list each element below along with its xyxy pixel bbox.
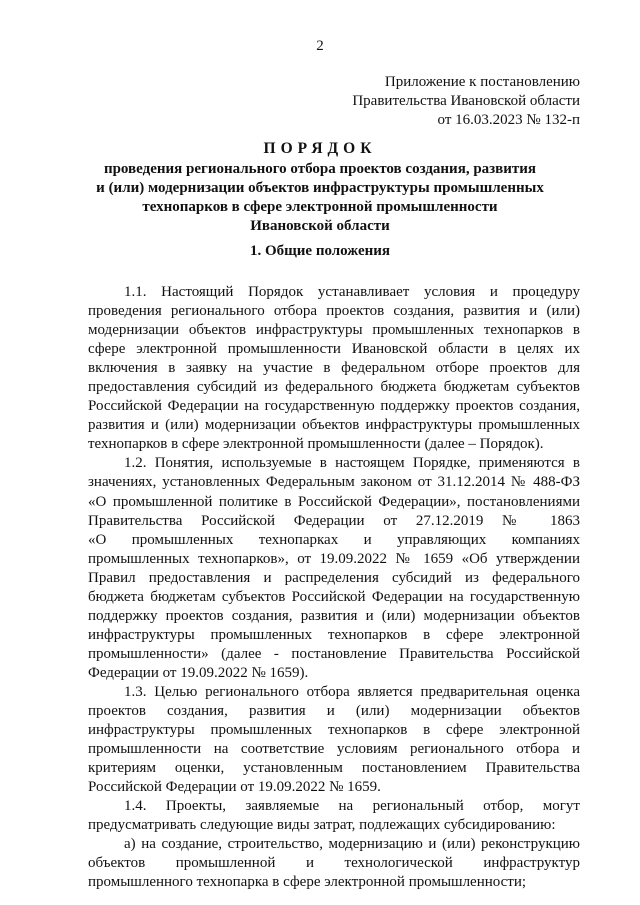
text-line: сфере электронной промышленности Ивановской области в целях их (88, 341, 580, 358)
text-line: включения в заявку на участие в федеральном отборе проектов для (88, 360, 580, 377)
text-line: а) на создание, строительство, модернизацию и (или) реконструкцию (124, 836, 580, 853)
text-line: промышленного технопарка в сфере электронной промышленности; (88, 874, 527, 891)
text-line: 1.2. Понятия, используемые в настоящем Порядке, применяются в (124, 455, 580, 472)
text-line: Российской Федерации от 19.09.2022 № 1659. (88, 779, 381, 796)
paragraph-1-4-a (88, 835, 580, 892)
document-subtitle (60, 160, 580, 236)
document-title: ПОРЯДОК (263, 140, 377, 157)
text-line: Федерации от 19.09.2022 № 1659). (88, 664, 309, 681)
subtitle-line: Ивановской области (250, 218, 390, 234)
text-line: проектов создания, развития и (или) модернизации объектов (88, 703, 580, 720)
subtitle-line: проведения регионального отбора проектов создания, развития (103, 161, 537, 177)
appendix-line: Правительства Ивановской области (352, 93, 580, 109)
text-line: развития и (или) модернизации объектов инфраструктуры промышленных (88, 417, 580, 434)
text-line: инфраструктуры промышленных технопарков в сфере электронной (88, 626, 580, 643)
text-line: «О промышленной политике в Российской Федерации», постановлениями (88, 493, 580, 510)
paragraph-1-2 (88, 454, 580, 683)
subtitle-line: и (или) модернизации объектов инфраструктуры промышленных (96, 180, 544, 196)
subtitle-line: технопарков в сфере электронной промышленности (142, 199, 498, 215)
text-line: промышленности» (далее - постановление Правительства Российской (88, 645, 580, 662)
text-line: проведения регионального отбора проектов создания, развития и (или) (88, 303, 580, 320)
text-line: 1.4. Проекты, заявляемые на региональный отбор, могут (124, 798, 580, 815)
text-line: промышленности на соответствие условиям регионального отбора и (88, 741, 580, 758)
text-line: Российской Федерации на государственную поддержку проектов создания, (88, 398, 580, 415)
text-line: поддержку проектов создания, развития и (или) модернизации объектов (88, 607, 580, 624)
text-line: критериям оценки, установленным постановлением Правительства (88, 760, 580, 777)
paragraph-1-4 (88, 797, 580, 835)
appendix-line: от 16.03.2023 № 132-п (437, 112, 580, 128)
paragraph-1-1 (88, 283, 580, 454)
text-line: предоставления субсидий из федерального бюджета бюджетам субъектов (88, 379, 580, 396)
text-line: промышленных технопарков», от 19.09.2022 № 1659 «Об утверждении (88, 550, 580, 567)
appendix-header (280, 73, 580, 130)
text-line: 1.1. Настоящий Порядок устанавливает условия и процедуру (124, 284, 580, 300)
appendix-line: Приложение к постановлению (384, 74, 580, 90)
paragraph-1-3 (88, 683, 580, 797)
page-number: 2 (316, 38, 324, 54)
text-line: инфраструктуры промышленных технопарков в сфере электронной (88, 722, 580, 739)
title-block (60, 139, 580, 236)
text-line: значениях, установленных Федеральным законом от 31.12.2014 № 488-ФЗ (88, 474, 580, 491)
text-line: технопарков в сфере электронной промышленности (далее – Порядок). (88, 436, 544, 453)
text-line: «О промышленных технопарках и управляющих компаниях (88, 531, 580, 548)
text-line: Правительства Российской Федерации от 27.12.2019 № 1863 (88, 512, 580, 529)
text-line: объектов промышленной и технологической инфраструктур (88, 855, 580, 872)
text-line: бюджета бюджетам субъектов Российской Федерации на государственную (88, 588, 580, 605)
text-line: предусматривать следующие виды затрат, подлежащих субсидированию: (88, 817, 556, 834)
text-line: Правил предоставления и распределения субсидий из федерального (88, 569, 580, 586)
section-heading: 1. Общие положения (249, 243, 391, 259)
text-line: модернизации объектов инфраструктуры промышленных технопарков в (88, 322, 580, 339)
body-text (88, 283, 580, 893)
text-line: 1.3. Целью регионального отбора является предварительная оценка (124, 683, 580, 700)
